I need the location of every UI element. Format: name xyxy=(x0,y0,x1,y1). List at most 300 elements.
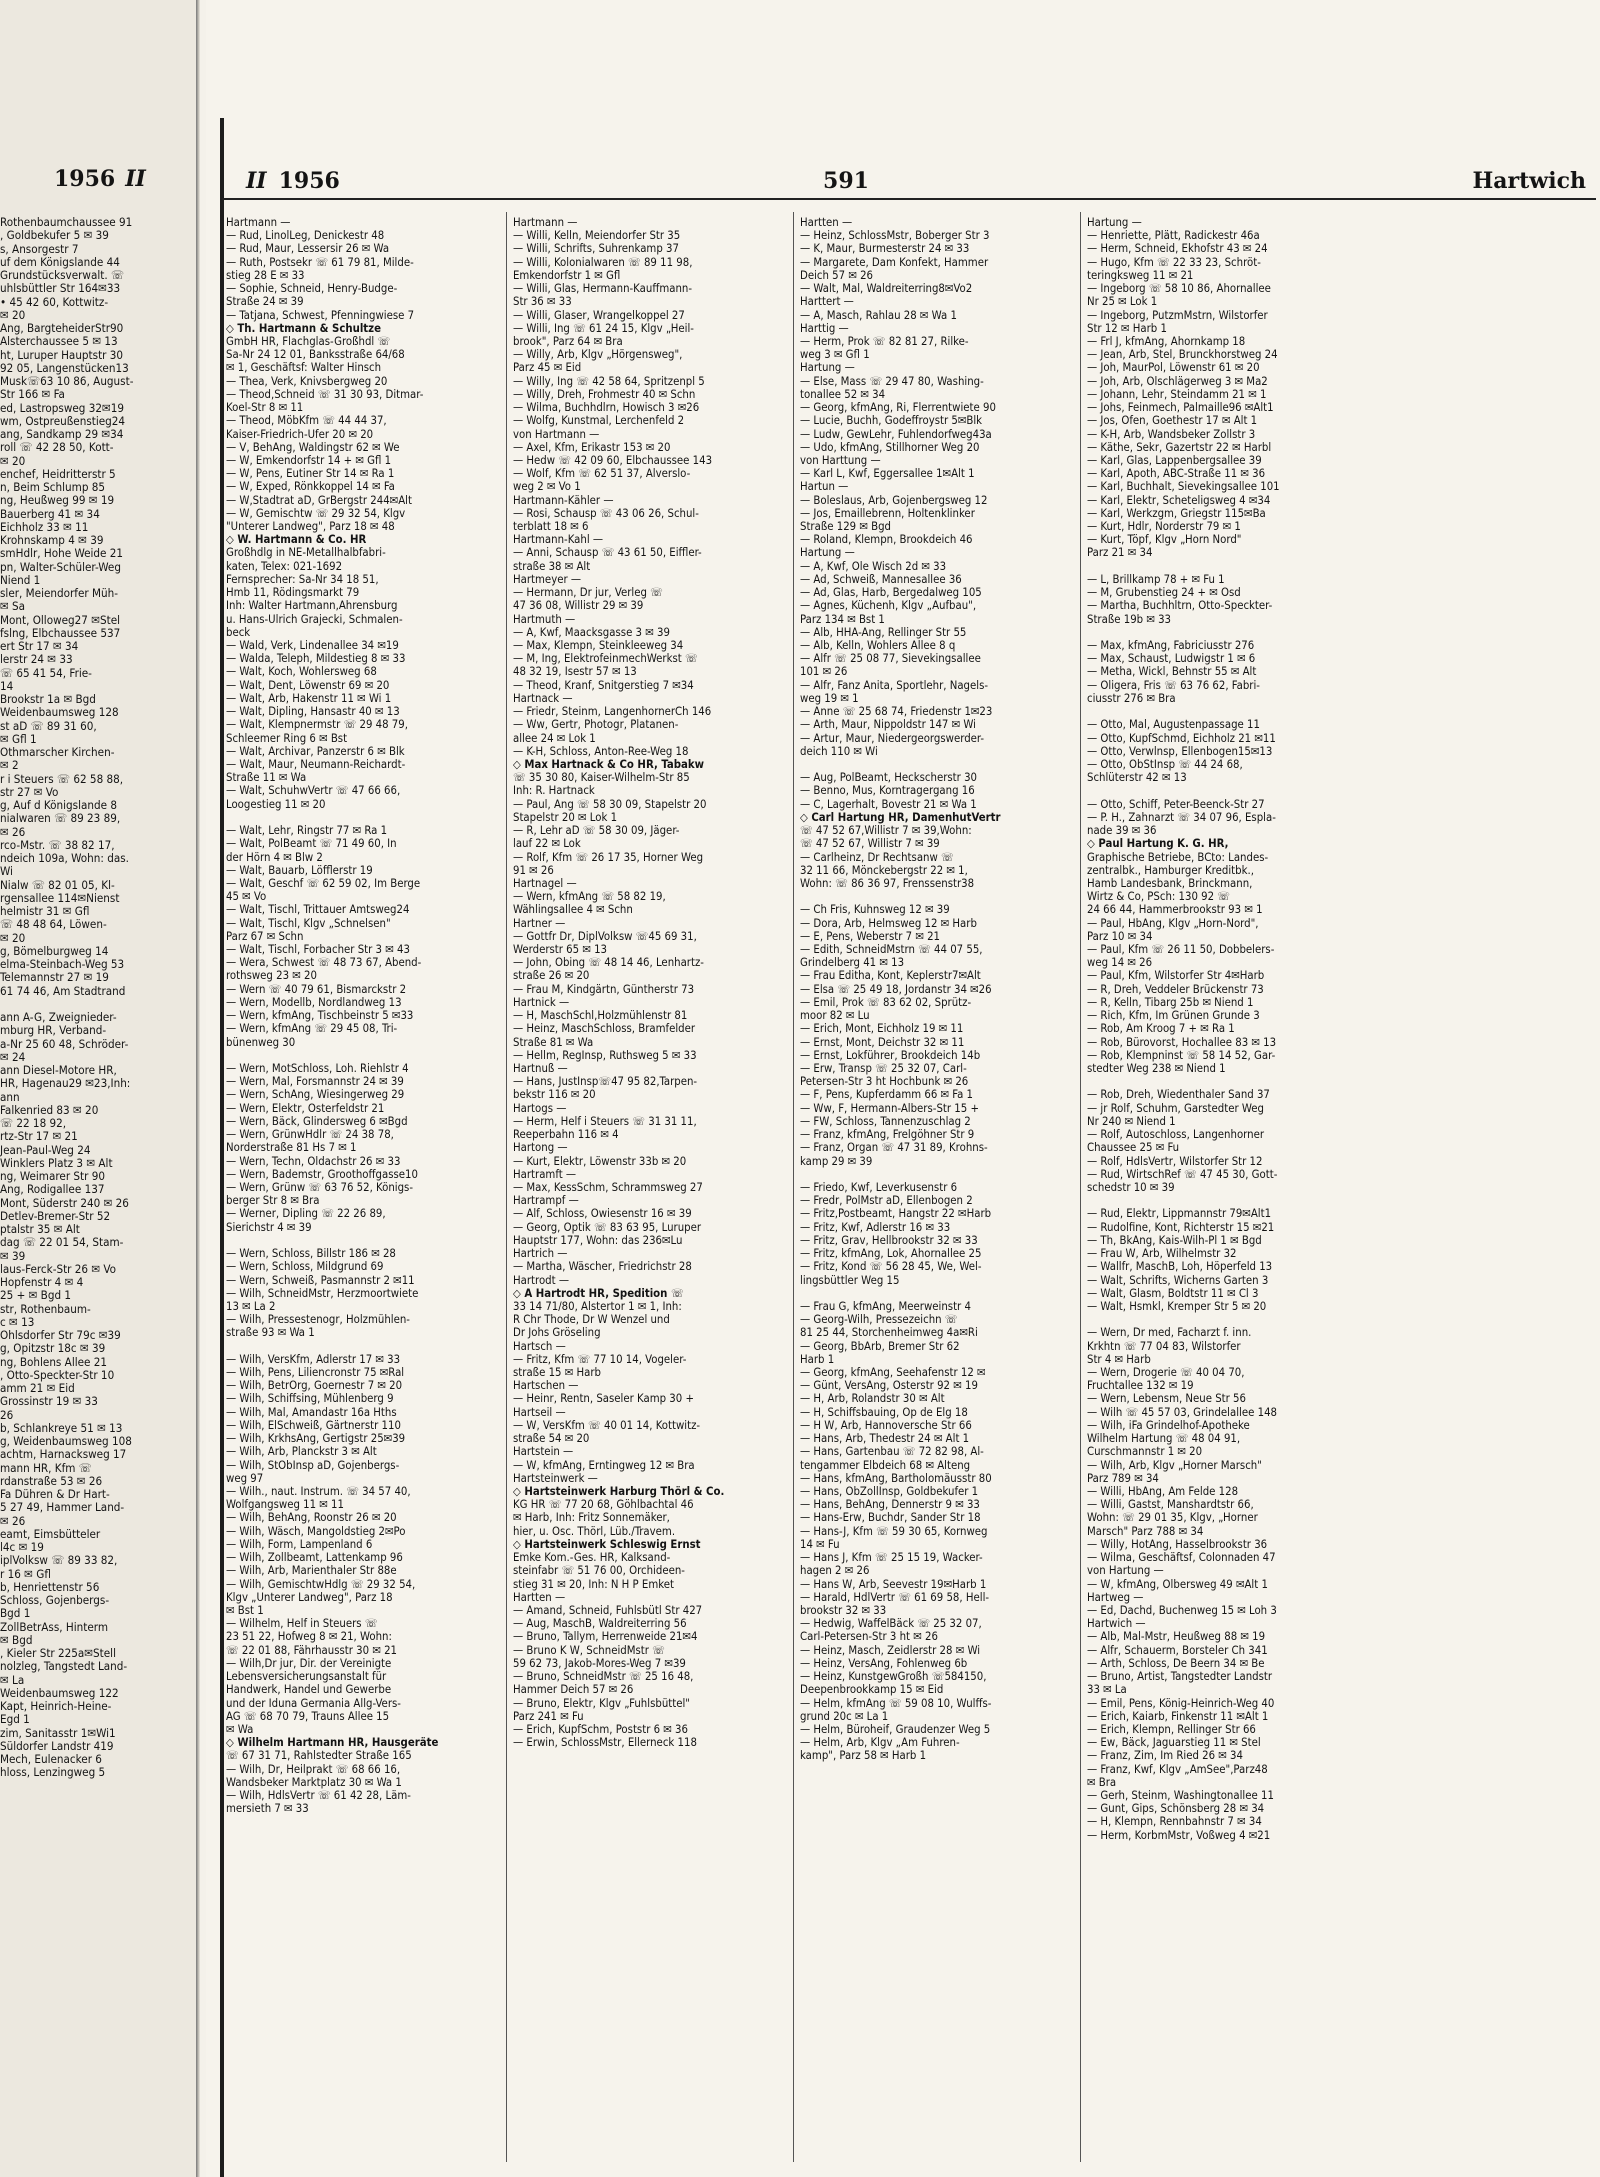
left-entry-line: Musk☏63 10 86, August- xyxy=(0,375,134,388)
entry-line: 91 ✉ 26 xyxy=(513,863,554,877)
left-entry-line: rtz-Str 17 ✉ 21 xyxy=(0,1130,78,1144)
entry-line: — Franz, Zim, Im Ried 26 ✉ 34 xyxy=(1087,1749,1243,1763)
left-entry-line: g, Bömelburgweg 14 xyxy=(0,944,109,958)
entry-line: — Wilh, VersKfm, Adlerstr 17 ✉ 33 xyxy=(226,1352,401,1366)
entry-line: Straße 129 ✉ Bgd xyxy=(800,520,891,534)
left-entry-line: ert Str 17 ✉ 34 xyxy=(0,640,79,653)
entry-line: — A, Kwf, Maacksgasse 3 ✉ 39 xyxy=(513,625,670,639)
entry-line: — Kurt, Hdlr, Norderstr 79 ✉ 1 xyxy=(1087,520,1241,534)
entry-line: weg 19 ✉ 1 xyxy=(800,691,859,705)
entry-line: ✉ Bra xyxy=(1087,1775,1117,1789)
surname-heading: von Hartung — xyxy=(1087,1564,1164,1578)
entry-line: — Roland, Klempn, Brookdeich 46 xyxy=(800,533,973,547)
entry-line: — Otto, ObStInsp ☏ 44 24 68, xyxy=(1087,757,1243,771)
left-entry-line: Detlev-Bremer-Str 52 xyxy=(0,1209,111,1223)
entry-line: — Georg, Optik ☏ 83 63 95, Luruper xyxy=(513,1220,702,1234)
entry-line: mersieth 7 ✉ 33 xyxy=(226,1802,309,1816)
entry-line xyxy=(800,1287,1078,1300)
directory-column-4 xyxy=(1087,216,1365,1842)
entry-line: — K-H, Schloss, Anton-Ree-Weg 18 xyxy=(513,744,689,758)
entry-line: — John, Obing ☏ 48 14 46, Lenhartz- xyxy=(513,956,704,970)
left-entry-line: Str 166 ✉ Fa xyxy=(0,388,65,402)
entry-line: Werderstr 65 ✉ 13 xyxy=(513,943,608,957)
left-entry-line: Ang, BargteheiderStr90 xyxy=(0,322,124,335)
entry-line: 45 ✉ Vo xyxy=(226,890,267,904)
entry-line: — Emil, Prok ☏ 83 62 02, Sprütz- xyxy=(800,995,972,1009)
firm-entry-line: ◇ Th. Hartmann & Schultze xyxy=(226,321,381,335)
entry-line: — L, Brillkamp 78 + ✉ Fu 1 xyxy=(1087,572,1225,586)
left-entry-line: rgensallee 114✉Nienst xyxy=(0,891,120,905)
entry-line: — Ruth, Postsekr ☏ 61 79 81, Milde- xyxy=(226,255,414,269)
entry-line: — Wern, Schloss, Mildgrund 69 xyxy=(226,1260,384,1274)
entry-line: — Karl, Buchhalt, Sievekingsallee 101 xyxy=(1087,480,1280,494)
left-entry-line: ☏ 48 48 64, Löwen- xyxy=(0,918,107,932)
surname-heading: Hartnuß — xyxy=(513,1062,568,1075)
entry-line: — Walt, Koch, Wohlersweg 68 xyxy=(226,665,377,679)
surname-heading: Harttig — xyxy=(800,321,849,335)
entry-line: — Max, Klempn, Steinkleeweg 34 xyxy=(513,639,684,652)
entry-line: brookstr 32 ✉ 33 xyxy=(800,1603,887,1617)
entry-line: Koel-Str 8 ✉ 11 xyxy=(226,401,304,415)
left-entry-line: ann A-G, Zweignieder- xyxy=(0,1011,117,1024)
entry-line: — Wilh, HdlsVertr ☏ 61 42 28, Läm- xyxy=(226,1789,411,1803)
left-entry-line: n, Beim Schlump 85 xyxy=(0,481,106,494)
left-entry-line: ✉ La xyxy=(0,1673,25,1687)
firm-entry-line: ◇ Hartsteinwerk Harburg Thörl & Co. xyxy=(513,1485,725,1498)
entry-line: — Margarete, Dam Konfekt, Hammer xyxy=(800,255,989,269)
entry-line: — Rosi, Schausp ☏ 43 06 26, Schul- xyxy=(513,506,699,520)
entry-line: — Wilh,Dr jur, Dir. der Vereinigte xyxy=(226,1656,392,1670)
entry-line: — Wern, kfmAng, Tischbeinstr 5 ✉33 xyxy=(226,1009,414,1023)
column-divider xyxy=(1080,212,1081,2162)
entry-line: — Ch Fris, Kuhnsweg 12 ✉ 39 xyxy=(800,903,950,917)
entry-line: — Wera, Schwest ☏ 48 73 67, Abend- xyxy=(226,956,422,970)
entry-line: grund 20c ✉ La 1 xyxy=(800,1709,889,1723)
entry-line: terblatt 18 ✉ 6 xyxy=(513,520,589,534)
entry-line: — Walt, Schrifts, Wicherns Garten 3 xyxy=(1087,1273,1269,1287)
entry-line: — Walt, Tischl, Forbacher Str 3 ✉ 43 xyxy=(226,943,410,957)
entry-line: — Walt, SchuhwVertr ☏ 47 66 66, xyxy=(226,784,401,798)
left-entry-line: uhlsbüttler Str 164✉33 xyxy=(0,282,121,296)
surname-heading: Hartmann-Kahl — xyxy=(513,533,604,547)
entry-line: — Theod,Schneid ☏ 31 30 93, Ditmar- xyxy=(226,387,424,401)
entry-line: Krkhtn ☏ 77 04 83, Wilstorfer xyxy=(1087,1339,1241,1353)
surname-heading: Hartnagel — xyxy=(513,876,577,890)
entry-line: straße 54 ✉ 20 xyxy=(513,1432,590,1446)
entry-line: — Wilh, ElSchweiß, Gärtnerstr 110 xyxy=(226,1418,401,1432)
entry-line: — Karl L, Kwf, Eggersallee 1✉Alt 1 xyxy=(800,467,975,481)
entry-line: — Wern, Mal, Forsmannstr 24 ✉ 39 xyxy=(226,1075,404,1089)
entry-line: — Willi, HbAng, Am Felde 128 xyxy=(1087,1485,1239,1498)
directory-column-3 xyxy=(800,216,1078,1763)
entry-line: — Wern, kfmAng ☏ 58 82 19, xyxy=(513,890,666,904)
entry-line: — Henriette, Plätt, Radickestr 46a xyxy=(1087,229,1260,243)
entry-line: 14 ✉ Fu xyxy=(800,1537,840,1551)
surname-heading: Hartun — xyxy=(800,480,849,494)
entry-line: — W, kfmAng, Erntingweg 12 ✉ Bra xyxy=(513,1458,695,1472)
entry-line: Wohn: ☏ 29 01 35, Klgv, „Horner xyxy=(1087,1511,1258,1525)
firm-entry-line: ◇ W. Hartmann & Co. HR xyxy=(226,533,367,547)
entry-line: — H W, Arb, Hannoversche Str 66 xyxy=(800,1418,972,1432)
surname-heading: Hartmann — xyxy=(513,216,578,229)
surname-heading: von Hartmann — xyxy=(513,427,600,441)
entry-line: — Oligera, Fris ☏ 63 76 62, Fabri- xyxy=(1087,678,1260,692)
entry-line: — Axel, Kfm, Erikastr 153 ✉ 20 xyxy=(513,440,671,454)
left-page-column xyxy=(0,216,188,1780)
entry-line: weg 2 ✉ Vo 1 xyxy=(513,480,581,494)
entry-line: ☏ 22 01 88, Fährhausstr 30 ✉ 21 xyxy=(226,1643,398,1657)
left-entry-line: , Otto-Speckter-Str 10 xyxy=(0,1368,115,1382)
entry-line: allee 24 ✉ Lok 1 xyxy=(513,731,596,745)
left-entry-line: Grossinstr 19 ✉ 33 xyxy=(0,1395,98,1409)
entry-line: — Walt, PolBeamt ☏ 71 49 60, In xyxy=(226,837,397,851)
entry-line: Hammer Deich 57 ✉ 26 xyxy=(513,1683,634,1697)
left-entry-line: rdanstraße 53 ✉ 26 xyxy=(0,1474,103,1488)
entry-line: Hauptstr 177, Wohn: das 236✉Lu xyxy=(513,1233,683,1247)
entry-line: — Wern, Bäck, Glindersweg 6 ✉Bgd xyxy=(226,1114,408,1128)
entry-line: — Frl J, kfmAng, Ahornkamp 18 xyxy=(1087,334,1246,348)
entry-line: 47 36 08, Willistr 29 ✉ 39 xyxy=(513,599,644,613)
entry-line: — Wilh, Zollbeamt, Lattenkamp 96 xyxy=(226,1551,403,1565)
left-entry-line: ptalstr 35 ✉ Alt xyxy=(0,1223,80,1236)
entry-line: Fernsprecher: Sa-Nr 34 18 51, xyxy=(226,572,379,586)
entry-line: — Jean, Arb, Stel, Brunckhorstweg 24 xyxy=(1087,348,1278,362)
entry-line: Parz 241 ✉ Fu xyxy=(513,1709,584,1723)
entry-line: — Herm, KorbmMstr, Voßweg 4 ✉21 xyxy=(1087,1828,1271,1842)
left-entry-line: Mont, Süderstr 240 ✉ 26 xyxy=(0,1196,129,1210)
entry-line: Str 12 ✉ Harb 1 xyxy=(1087,321,1167,335)
surname-heading: Hartramft — xyxy=(513,1167,577,1181)
surname-heading: Hartrich — xyxy=(513,1247,568,1261)
entry-line: — H, Klempn, Rennbahnstr 7 ✉ 34 xyxy=(1087,1815,1262,1829)
left-entry-line: Fa Dühren & Dr Hart- xyxy=(0,1488,110,1501)
entry-line: — Karl, Glas, Lappenbergsallee 39 xyxy=(1087,453,1262,467)
left-entry-line: zim, Sanitasstr 1✉Wi1 xyxy=(0,1726,116,1740)
entry-line: — Paul, HbAng, Klgv „Horn-Nord", xyxy=(1087,916,1259,930)
left-entry-line: Niend 1 xyxy=(0,573,41,587)
entry-line: — R, Dreh, Veddeler Brückenstr 73 xyxy=(1087,982,1264,996)
entry-line: — Wilma, Geschäftsf, Colonnaden 47 xyxy=(1087,1551,1276,1565)
entry-line: 23 51 22, Hofweg 8 ✉ 21, Wohn: xyxy=(226,1630,392,1644)
entry-line: — Harald, HdlVertr ☏ 61 69 58, Hell- xyxy=(800,1590,990,1604)
entry-line: — Wilh, iFa Grindelhof-Apotheke xyxy=(1087,1418,1250,1432)
entry-line: — Georg, kfmAng, Seehafenstr 12 ✉ xyxy=(800,1366,986,1380)
entry-line: Schlüterstr 42 ✉ 13 xyxy=(1087,771,1187,785)
entry-line: — Wallfr, MaschB, Loh, Höperfeld 13 xyxy=(1087,1260,1273,1274)
left-entry-line: str, Rothenbaum- xyxy=(0,1302,91,1316)
entry-line: Reeperbahn 116 ✉ 4 xyxy=(513,1128,619,1142)
entry-line: — Gerh, Steinm, Washingtonallee 11 xyxy=(1087,1789,1274,1803)
entry-line: — Franz, kfmAng, Frelgöhner Str 9 xyxy=(800,1128,975,1142)
entry-line: — Hermann, Dr jur, Verleg ☏ xyxy=(513,586,663,600)
entry-line: ☏ 35 30 80, Kaiser-Wilhelm-Str 85 xyxy=(513,771,690,785)
entry-line: — Wolf, Kfm ☏ 62 51 37, Alverslo- xyxy=(513,467,691,481)
left-entry-line: Süldorfer Landstr 419 xyxy=(0,1739,114,1753)
surname-heading: Hartsteinwerk — xyxy=(513,1471,598,1485)
entry-line: — Erich, Kaiarb, Finkenstr 11 ✉Alt 1 xyxy=(1087,1709,1269,1723)
entry-line: — Frau Editha, Kont, Keplerstr7✉Alt xyxy=(800,969,981,983)
surname-heading: Harttert — xyxy=(800,295,854,309)
entry-line: — Aug, MaschB, Waldreiterring 56 xyxy=(513,1617,687,1631)
entry-line: Kaiser-Friedrich-Ufer 20 ✉ 20 xyxy=(226,427,374,441)
entry-line: deich 110 ✉ Wi xyxy=(800,744,878,758)
firm-entry-line: ◇ Hartsteinwerk Schleswig Ernst xyxy=(513,1537,701,1551)
entry-line: tonallee 52 ✉ 34 xyxy=(800,387,886,401)
entry-line: — Theod, MöbKfm ☏ 44 44 37, xyxy=(226,414,387,428)
entry-line: berger Str 8 ✉ Bra xyxy=(226,1194,320,1208)
entry-line: — Rolf, Kfm ☏ 26 17 35, Horner Weg xyxy=(513,850,704,864)
entry-line: moor 82 ✉ Lu xyxy=(800,1009,870,1023)
left-entry-line: amm 21 ✉ Eid xyxy=(0,1382,75,1395)
entry-line: Lebensversicherungsanstalt für xyxy=(226,1670,387,1684)
entry-line: Fruchtallee 132 ✉ 19 xyxy=(1087,1379,1194,1393)
directory-column-1 xyxy=(226,216,504,1815)
entry-line: Sa-Nr 24 12 01, Banksstraße 64/68 xyxy=(226,348,405,362)
entry-line: — Karl, Elektr, Scheteligsweg 4 ✉34 xyxy=(1087,493,1271,507)
surname-heading: Hartwich — xyxy=(1087,1617,1146,1631)
entry-line xyxy=(1087,1194,1365,1207)
entry-line: — Kurt, Töpf, Klgv „Horn Nord" xyxy=(1087,533,1242,547)
left-entry-line: ht, Luruper Hauptstr 30 xyxy=(0,348,124,362)
entry-line: weg 97 xyxy=(226,1471,264,1485)
entry-line: Schleemer Ring 6 ✉ Bst xyxy=(226,731,348,745)
entry-line: straße 93 ✉ Wa 1 xyxy=(226,1326,315,1340)
entry-line: — Wern, MotSchloss, Loh. Riehlstr 4 xyxy=(226,1062,409,1075)
left-entry-line: Telemannstr 27 ✉ 19 xyxy=(0,971,109,985)
left-entry-line: ✉ Bgd xyxy=(0,1633,33,1647)
entry-line: — Wilma, Buchhdlrn, Howisch 3 ✉26 xyxy=(513,401,700,415)
entry-line: — Rob, Klempninst ☏ 58 14 52, Gar- xyxy=(1087,1048,1276,1062)
entry-line: — Wilh, BehAng, Roonstr 26 ✉ 20 xyxy=(226,1511,397,1525)
entry-line: — Werner, Dipling ☏ 22 26 89, xyxy=(226,1207,386,1221)
left-entry-line: sler, Meiendorfer Müh- xyxy=(0,587,118,600)
entry-line: ciusstr 276 ✉ Bra xyxy=(1087,691,1176,705)
left-entry-line: eamt, Eimsbütteler xyxy=(0,1527,101,1541)
entry-line: — Alfr ☏ 25 08 77, Sievekingsallee xyxy=(800,652,981,666)
entry-line: AG ☏ 68 70 79, Trauns Allee 15 xyxy=(226,1709,390,1723)
entry-line: — Alb, Kelln, Wohlers Allee 8 q xyxy=(800,639,956,652)
entry-line: — A, Masch, Rahlau 28 ✉ Wa 1 xyxy=(800,308,957,322)
left-entry-line: Brookstr 1a ✉ Bgd xyxy=(0,693,96,706)
entry-line: — Joh, MaurPol, Löwenstr 61 ✉ 20 xyxy=(1087,361,1260,375)
entry-line: — Fritz, Kond ☏ 56 28 45, We, Wel- xyxy=(800,1260,982,1274)
entry-line: — W, Pens, Eutiner Str 14 ✉ Ra 1 xyxy=(226,467,395,481)
entry-line: Loogestieg 11 ✉ 20 xyxy=(226,797,326,811)
left-entry-line: 5 27 49, Hammer Land- xyxy=(0,1501,125,1515)
entry-line: — jr Rolf, Schuhm, Garstedter Weg xyxy=(1087,1101,1264,1115)
entry-line: — Herm, Prok ☏ 82 81 27, Rilke- xyxy=(800,334,969,348)
entry-line: — Wilhelm, Helf in Steuers ☏ xyxy=(226,1617,378,1631)
entry-line: — Heinz, KunstgewGroßh ☏584150, xyxy=(800,1670,987,1684)
entry-line: — Kurt, Elektr, Löwenstr 33b ✉ 20 xyxy=(513,1154,687,1168)
firm-entry-line: ◇ Wilhelm Hartmann HR, Hausgeräte xyxy=(226,1736,439,1750)
entry-line: — Jos, Ofen, Goethestr 17 ✉ Alt 1 xyxy=(1087,414,1258,428)
left-entry-line: nialwaren ☏ 89 23 89, xyxy=(0,812,121,826)
right-page xyxy=(206,0,1600,2177)
entry-line: — Walt, Hsmkl, Kremper Str 5 ✉ 20 xyxy=(1087,1299,1267,1313)
entry-line: Straße 19b ✉ 33 xyxy=(1087,612,1172,626)
entry-line: — Friedr, Steinm, LangenhornerCh 146 xyxy=(513,705,712,719)
entry-line: — Wern, GrünwHdlr ☏ 24 38 78, xyxy=(226,1128,394,1142)
entry-line: — Fredr, PolMstr aD, Ellenbogen 2 xyxy=(800,1194,973,1208)
left-header-year: 1956 xyxy=(54,166,116,192)
entry-line: Wählingsallee 4 ✉ Schn xyxy=(513,903,633,917)
entry-line: — Frau G, kfmAng, Meerweinstr 4 xyxy=(800,1299,971,1313)
entry-line: — Ew, Bäck, Jaguarstieg 11 ✉ Stel xyxy=(1087,1736,1261,1750)
entry-line: ✉ Bst 1 xyxy=(226,1603,264,1617)
entry-line: — Georg, BbArb, Bremer Str 62 xyxy=(800,1339,960,1353)
surname-heading: Hartung — xyxy=(800,361,855,375)
entry-line: — Wern, Bademstr, Groothoffgasse10 xyxy=(226,1167,418,1181)
left-entry-line: 26 xyxy=(0,1408,14,1422)
entry-line: — Ad, Schweiß, Mannesallee 36 xyxy=(800,572,962,586)
entry-line: — Heinz, SchlossMstr, Boberger Str 3 xyxy=(800,229,990,243)
entry-line: — H, MaschSchl,Holzmühlenstr 81 xyxy=(513,1009,688,1023)
entry-line: — W, Emkendorfstr 14 + ✉ Gfl 1 xyxy=(226,453,392,467)
entry-line: Parz 45 ✉ Eid xyxy=(513,361,582,375)
entry-line: — Wilh, BetrOrg, Goernestr 7 ✉ 20 xyxy=(226,1379,403,1393)
entry-line: — Wern, SchAng, Wiesingerweg 29 xyxy=(226,1088,405,1102)
entry-line: — Wern ☏ 40 79 61, Bismarckstr 2 xyxy=(226,982,407,996)
surname-heading: Hartschen — xyxy=(513,1379,579,1393)
left-entry-line: Ang, Rodigallee 137 xyxy=(0,1183,105,1197)
entry-line: — Wilh, Dr, Heilprakt ☏ 68 66 16, xyxy=(226,1762,401,1776)
entry-line: — Gottfr Dr, DiplVolksw ☏45 69 31, xyxy=(513,929,697,943)
entry-line xyxy=(226,1340,504,1353)
entry-line: — Wilh, Mal, Amandastr 16a Hths xyxy=(226,1405,397,1419)
entry-line: stieg 28 E ✉ 33 xyxy=(226,268,305,282)
entry-line: Chaussee 25 ✉ Fu xyxy=(1087,1141,1180,1155)
entry-line: nade 39 ✉ 36 xyxy=(1087,824,1157,838)
left-entry-line: uf dem Königslande 44 xyxy=(0,255,120,269)
entry-line: — Karl, Werkzgm, Griegstr 115✉Ba xyxy=(1087,506,1266,520)
left-entry-line: mburg HR, Verband- xyxy=(0,1024,107,1038)
entry-line: bünenweg 30 xyxy=(226,1035,296,1049)
left-entry-line: ng, Weimarer Str 90 xyxy=(0,1170,105,1183)
header-rule xyxy=(222,198,1596,200)
entry-line: Sierichstr 4 ✉ 39 xyxy=(226,1220,312,1234)
entry-line: Parz 134 ✉ Bst 1 xyxy=(800,612,885,626)
left-entry-line: Winklers Platz 3 ✉ Alt xyxy=(0,1156,113,1170)
entry-line: hier, u. Osc. Thörl, Lüb./Travem. xyxy=(513,1524,676,1538)
left-entry-line: ✉ 26 xyxy=(0,825,26,839)
entry-line: — W, Gemischtw ☏ 29 32 54, Klgv xyxy=(226,506,406,520)
left-entry-line: Alsterchaussee 5 ✉ 13 xyxy=(0,335,118,349)
entry-line: ☏ 47 52 67, Willistr 7 ✉ 39 xyxy=(800,837,940,851)
entry-line xyxy=(800,1168,1078,1181)
entry-line: 32 11 66, Mönckebergstr 22 ✉ 1, xyxy=(800,863,968,877)
left-entry-line: c ✉ 13 xyxy=(0,1315,35,1329)
entry-line: — K-H, Arb, Wandsbeker Zollstr 3 xyxy=(1087,427,1256,441)
entry-line: — Hans-Erw, Buchdr, Sander Str 18 xyxy=(800,1511,981,1525)
entry-line: — Fritz, Kwf, Adlerstr 16 ✉ 33 xyxy=(800,1220,951,1234)
surname-heading: Hartrampf — xyxy=(513,1194,579,1208)
entry-line: — Th, BkAng, Kais-Wilh-Pl 1 ✉ Bgd xyxy=(1087,1233,1262,1247)
entry-line: Hmb 11, Rödingsmarkt 79 xyxy=(226,586,360,600)
left-entry-line: roll ☏ 42 28 50, Kott- xyxy=(0,441,114,455)
entry-line: — Herm, Helf i Steuers ☏ 31 31 11, xyxy=(513,1114,697,1128)
entry-line: — W,Stadtrat aD, GrBergstr 244✉Alt xyxy=(226,493,412,507)
surname-heading: Hartseil — xyxy=(513,1405,566,1419)
left-entry-line: st aD ☏ 89 31 60, xyxy=(0,719,97,733)
entry-line: — Dora, Arb, Helmsweg 12 ✉ Harb xyxy=(800,916,977,930)
entry-line: — Paul, Ang ☏ 58 30 09, Stapelstr 20 xyxy=(513,797,707,811)
entry-line: tengammer Elbdeich 68 ✉ Alteng xyxy=(800,1458,971,1472)
entry-line: Stapelstr 20 ✉ Lok 1 xyxy=(513,810,618,824)
surname-heading: Hartweg — xyxy=(1087,1590,1144,1604)
entry-line: straße 15 ✉ Harb xyxy=(513,1366,601,1380)
entry-line: — Bruno, Elektr, Klgv „Fuhlsbüttel" xyxy=(513,1696,690,1710)
entry-line: weg 3 ✉ Gfl 1 xyxy=(800,348,870,362)
entry-line: — Walt, Tischl, Trittauer Amtsweg24 xyxy=(226,903,410,917)
entry-line: — Amand, Schneid, Fuhlsbütl Str 427 xyxy=(513,1603,703,1617)
entry-line: — Aug, PolBeamt, Heckscherstr 30 xyxy=(800,771,977,785)
book-gutter xyxy=(196,0,200,2177)
left-entry-line: a-Nr 25 60 48, Schröder- xyxy=(0,1037,129,1051)
entry-line: — Artur, Maur, Niedergeorgswerder- xyxy=(800,731,985,745)
entry-line: Straße 24 ✉ 39 xyxy=(226,295,304,309)
entry-line: kamp 29 ✉ 39 xyxy=(800,1154,873,1168)
surname-heading: Hartmann-Kähler — xyxy=(513,493,614,507)
entry-line: — Franz, Kwf, Klgv „AmSee",Parz48 xyxy=(1087,1762,1268,1776)
left-entry-line: nolzleg, Tangstedt Land- xyxy=(0,1660,128,1674)
left-entry-line: Schloss, Gojenbergs- xyxy=(0,1594,110,1607)
entry-line: — Walt, Lehr, Ringstr 77 ✉ Ra 1 xyxy=(226,824,388,838)
entry-line: — C, Lagerhalt, Bovestr 21 ✉ Wa 1 xyxy=(800,797,977,811)
entry-line: — Herm, Schneid, Ekhofstr 43 ✉ 24 xyxy=(1087,242,1268,256)
entry-line: — Rudolfine, Kont, Richterstr 15 ✉21 xyxy=(1087,1220,1275,1234)
entry-line: — Wern, Grünw ☏ 63 76 52, Königs- xyxy=(226,1180,414,1194)
entry-line: — Wilh, Schiffsing, Mühlenberg 9 xyxy=(226,1392,394,1406)
entry-line xyxy=(800,890,1078,903)
entry-line: Str 4 ✉ Harb xyxy=(1087,1352,1151,1366)
entry-line: ☏ 47 52 67,Willistr 7 ✉ 39,Wohn: xyxy=(800,824,972,838)
entry-line: Grindelberg 41 ✉ 13 xyxy=(800,956,905,970)
left-entry-line: ✉ 20 xyxy=(0,308,26,322)
entry-line: Dr Johs Gröseling xyxy=(513,1326,601,1340)
left-entry-line: ed, Lastropsweg 32✉19 xyxy=(0,401,125,415)
entry-line: — Friedo, Kwf, Leverkusenstr 6 xyxy=(800,1180,958,1194)
entry-line: — Erw, Transp ☏ 25 32 07, Carl- xyxy=(800,1062,967,1075)
entry-line: — Bruno, SchneidMstr ☏ 25 16 48, xyxy=(513,1670,694,1684)
entry-line: — Willi, Kolonialwaren ☏ 89 11 98, xyxy=(513,255,693,269)
entry-line: Straße 11 ✉ Wa xyxy=(226,771,307,785)
surname-heading: Hartmeyer — xyxy=(513,572,582,586)
entry-line: — Agnes, Küchenh, Klgv „Aufbau", xyxy=(800,599,977,613)
left-entry-line: fslng, Elbchaussee 537 xyxy=(0,626,121,640)
entry-line: Wilhelm Hartung ☏ 48 04 91, xyxy=(1087,1432,1241,1446)
entry-line: — Hans-J, Kfm ☏ 59 30 65, Kornweg xyxy=(800,1524,988,1538)
entry-line: — Ed, Dachd, Buchenweg 15 ✉ Loh 3 xyxy=(1087,1603,1277,1617)
firm-entry-line: ◇ A Hartrodt HR, Spedition ☏ xyxy=(513,1286,684,1300)
entry-line xyxy=(1087,1313,1365,1326)
entry-line: — Willi, Glas, Hermann-Kauffmann- xyxy=(513,282,693,296)
entry-line: Nr 240 ✉ Niend 1 xyxy=(1087,1114,1176,1128)
entry-line: — Wilh, StObInsp aD, Gojenbergs- xyxy=(226,1458,400,1472)
page-edge-rule xyxy=(220,118,224,2177)
entry-line xyxy=(226,1049,504,1062)
entry-line: ✉ Harb, Inh: Fritz Sonnemäker, xyxy=(513,1511,670,1525)
left-entry-line: Rothenbaumchaussee 91 xyxy=(0,216,133,229)
entry-line: Großhdlg in NE-Metallhalbfabri- xyxy=(226,546,386,560)
entry-line: — Hans, Gartenbau ☏ 72 82 98, Al- xyxy=(800,1445,984,1459)
entry-line: — Bruno K W, SchneidMstr ☏ xyxy=(513,1643,665,1657)
entry-line: — Bruno, Artist, Tangstedter Landstr xyxy=(1087,1670,1273,1684)
entry-line: lauf 22 ✉ Lok xyxy=(513,837,581,851)
entry-line: kamp", Parz 58 ✉ Harb 1 xyxy=(800,1749,927,1763)
entry-line: — Max, kfmAng, Fabriciusstr 276 xyxy=(1087,639,1255,652)
header-year: 1956 xyxy=(278,168,340,194)
